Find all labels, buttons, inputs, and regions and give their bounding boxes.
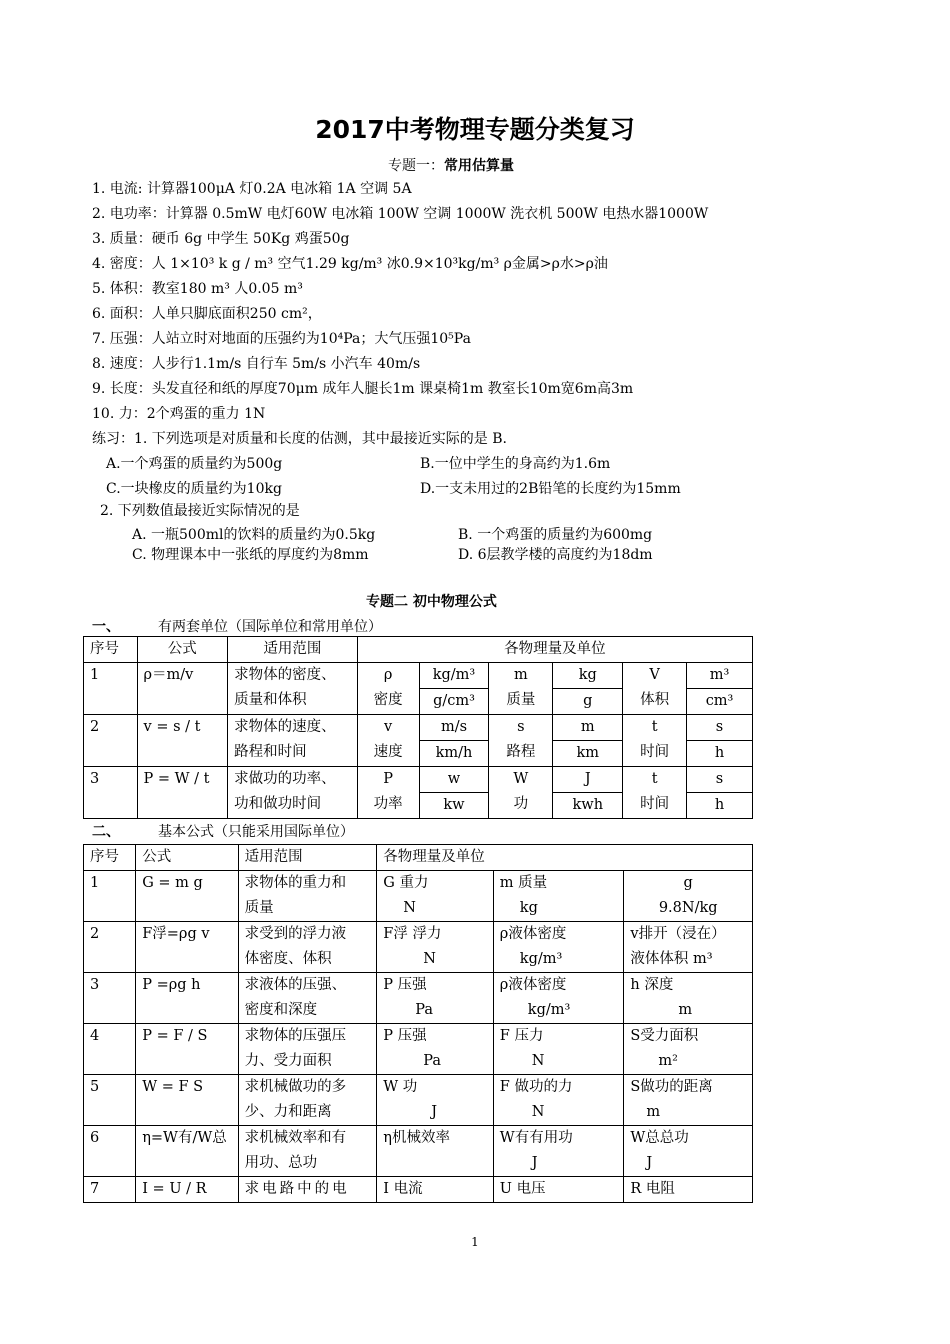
scope-line: 求电路中的电 xyxy=(244,1181,350,1197)
topic1-heading xyxy=(388,157,514,175)
header-formula: 公式 xyxy=(136,845,238,871)
quantity-name: I 电流 xyxy=(383,1181,423,1197)
quantity-name: 时间 xyxy=(640,744,670,760)
quantity-symbol: s xyxy=(517,719,525,735)
row-no: 6 xyxy=(84,1126,136,1177)
topic1-prefix: 专题一： xyxy=(388,158,444,174)
quantity-name: 时间 xyxy=(640,796,670,812)
exercise-intro: 练习：1. 下列选项是对质量和长度的估测，其中最接近实际的是 B. xyxy=(92,431,507,447)
quantity-cell xyxy=(623,715,687,767)
quantity-name: U 电压 xyxy=(499,1181,546,1197)
page-number: 1 xyxy=(471,1235,479,1249)
row-scope xyxy=(238,871,377,922)
quantity-unit: J xyxy=(431,1104,438,1120)
scope-line: 体密度、体积 xyxy=(244,951,332,967)
row-scope xyxy=(228,663,358,715)
quantity-cell xyxy=(377,1075,494,1126)
row-scope xyxy=(238,1126,377,1177)
scope-line: 求物体的重力和 xyxy=(244,875,347,891)
unit-cell: h xyxy=(687,741,753,767)
scope-line: 求做功的功率、 xyxy=(234,771,336,787)
unit-cell: s xyxy=(687,715,753,741)
quantity-unit: m xyxy=(646,1104,661,1120)
quantity-cell xyxy=(357,663,419,715)
table-row xyxy=(84,1126,753,1177)
row-scope xyxy=(228,767,358,819)
quantity-name: P 压强 xyxy=(383,977,427,993)
quantity-symbol: P xyxy=(383,771,393,787)
scope-line: 求机械效率和有 xyxy=(244,1130,347,1146)
row-no: 2 xyxy=(84,922,136,973)
estimate-item: 8. 速度：人步行1.1m/s 自行车 5m/s 小汽车 40m/s xyxy=(92,356,421,372)
quantity-cell xyxy=(493,1126,624,1177)
quantity-cell xyxy=(624,1024,753,1075)
quantity-cell xyxy=(377,871,494,922)
quantity-cell xyxy=(377,922,494,973)
topic2-heading: 专题二 初中物理公式 xyxy=(366,594,497,610)
quantity-unit: J xyxy=(531,1155,538,1171)
quantity-name: 速度 xyxy=(373,744,403,760)
quantity-cell xyxy=(623,767,687,819)
estimate-item: 10. 力：2个鸡蛋的重力 1N xyxy=(92,406,266,422)
quantity-cell xyxy=(493,1075,624,1126)
quantity-name: P 压强 xyxy=(383,1028,427,1044)
quantity-name: 体积 xyxy=(640,692,670,708)
table-row xyxy=(84,1024,753,1075)
estimate-item: 7. 压强：人站立时对地面的压强约为10⁴Pa；大气压强10⁵Pa xyxy=(92,331,471,347)
unit-cell: g xyxy=(553,689,623,715)
quantity-name: F 压力 xyxy=(499,1028,544,1044)
unit-cell: m/s xyxy=(419,715,489,741)
header-formula: 公式 xyxy=(137,637,228,663)
page-title: 2017中考物理专题分类复习 xyxy=(315,115,635,144)
unit-cell: m³ xyxy=(687,663,753,689)
quantity-name: W总总功 xyxy=(630,1130,689,1146)
row-scope xyxy=(238,1024,377,1075)
scope-line: 求物体的密度、 xyxy=(234,667,336,683)
exercise-question: 2. 下列数值最接近实际情况的是 xyxy=(100,503,300,519)
unit-cell: h xyxy=(687,793,753,819)
quantity-cell xyxy=(624,973,753,1024)
row-formula: P = F / S xyxy=(136,1024,238,1075)
quantity-name: ρ液体密度 xyxy=(499,977,567,993)
exercise-option: B.一位中学生的身高约为1.6m xyxy=(420,456,611,472)
quantity-cell xyxy=(493,1177,624,1203)
scope-line: 质量和体积 xyxy=(234,692,307,708)
quantity-cell xyxy=(624,1177,753,1203)
unit-cell: m xyxy=(553,715,623,741)
quantity-symbol: V xyxy=(649,667,660,683)
quantity-symbol: m xyxy=(514,667,528,683)
row-scope xyxy=(238,973,377,1024)
row-formula: η=W有/W总 xyxy=(136,1126,238,1177)
quantity-name: v排开（浸在） xyxy=(630,926,726,942)
quantity-cell xyxy=(624,1126,753,1177)
topic1-name: 常用估算量 xyxy=(444,158,514,174)
unit-cell: kg xyxy=(553,663,623,689)
exercise-option: B. 一个鸡蛋的质量约为600mg xyxy=(458,527,653,543)
quantity-unit: kg/m³ xyxy=(519,951,563,967)
quantity-cell xyxy=(493,1024,624,1075)
quantity-name: 功 xyxy=(513,796,529,812)
scope-line: 力、受力面积 xyxy=(244,1053,332,1069)
scope-line: 求液体的压强、 xyxy=(244,977,347,993)
basic-formula-table xyxy=(83,844,753,1203)
quantity-name: 功率 xyxy=(373,796,403,812)
quantity-name: m 质量 xyxy=(499,875,548,891)
quantity-cell xyxy=(357,715,419,767)
quantity-name: ρ液体密度 xyxy=(499,926,567,942)
quantity-name: G 重力 xyxy=(383,875,429,891)
header-no: 序号 xyxy=(84,637,138,663)
row-formula: F浮=ρg v xyxy=(136,922,238,973)
row-no: 2 xyxy=(84,715,138,767)
quantity-name: R 电阻 xyxy=(630,1181,675,1197)
quantity-cell xyxy=(623,663,687,715)
unit-cell: s xyxy=(687,767,753,793)
row-formula: W = F S xyxy=(136,1075,238,1126)
quantity-unit: N xyxy=(531,1104,545,1120)
quantity-cell xyxy=(357,767,419,819)
quantity-unit: kg/m³ xyxy=(527,1002,571,1018)
quantity-name: 质量 xyxy=(506,692,536,708)
unit-cell: g/cm³ xyxy=(419,689,489,715)
exercise-option: D. 6层教学楼的高度约为18dm xyxy=(458,547,653,563)
exercise-option: D.一支未用过的2B铅笔的长度约为15mm xyxy=(420,481,681,497)
exercise-option: A.一个鸡蛋的质量约为500g xyxy=(106,456,283,472)
quantity-symbol: t xyxy=(651,771,658,787)
header-scope: 适用范围 xyxy=(228,637,358,663)
quantity-symbol: ρ xyxy=(383,667,393,683)
quantity-unit: N xyxy=(531,1053,545,1069)
quantity-cell xyxy=(493,871,624,922)
quantity-name: h 深度 xyxy=(630,977,674,993)
quantity-name: F 做功的力 xyxy=(499,1079,573,1095)
quantity-cell xyxy=(624,871,753,922)
scope-line: 质量 xyxy=(244,900,274,916)
row-scope xyxy=(238,922,377,973)
table-row xyxy=(84,973,753,1024)
section2-num: 二、 xyxy=(92,824,120,840)
quantity-symbol: W xyxy=(513,771,529,787)
estimate-item: 3. 质量：硬币 6g 中学生 50Kg 鸡蛋50g xyxy=(92,231,350,247)
quantity-cell xyxy=(624,922,753,973)
row-scope xyxy=(238,1177,377,1203)
quantity-unit: J xyxy=(646,1155,653,1171)
quantity-name: 密度 xyxy=(373,692,403,708)
quantity-unit: 9.8N/kg xyxy=(658,900,718,916)
table-row xyxy=(84,871,753,922)
header-quantities: 各物理量及单位 xyxy=(357,637,752,663)
quantity-cell xyxy=(624,1075,753,1126)
estimate-item: 9. 长度：头发直径和纸的厚度70μm 成年人腿长1m 课桌椅1m 教室长10m宽6m高3m xyxy=(92,381,634,397)
table-row xyxy=(84,1177,753,1203)
unit-cell: kw xyxy=(419,793,489,819)
quantity-name: W 功 xyxy=(383,1079,418,1095)
estimate-item: 4. 密度：人 1×10³ k g / m³ 空气1.29 kg/m³ 冰0.9×10³kg/m³ ρ金属>ρ水>ρ油 xyxy=(92,256,608,272)
row-formula: P =ρg h xyxy=(136,973,238,1024)
row-formula: v = s / t xyxy=(137,715,228,767)
scope-line: 求机械做功的多 xyxy=(244,1079,347,1095)
unit-cell: km/h xyxy=(419,741,489,767)
quantity-name: η机械效率 xyxy=(383,1130,450,1146)
exercise-option: A. 一瓶500ml的饮料的质量约为0.5kg xyxy=(132,527,376,543)
scope-line: 路程和时间 xyxy=(234,744,307,760)
scope-line: 求物体的压强压 xyxy=(244,1028,347,1044)
quantity-unit: kg xyxy=(519,900,538,916)
scope-line: 密度和深度 xyxy=(244,1002,318,1018)
quantity-name: W有有用功 xyxy=(499,1130,573,1146)
row-scope xyxy=(228,715,358,767)
quantity-symbol: v xyxy=(384,719,393,735)
exercise-option: C. 物理课本中一张纸的厚度约为8mm xyxy=(132,547,369,563)
exercise-option: C.一块橡皮的质量约为10kg xyxy=(106,481,282,497)
row-no: 1 xyxy=(84,663,138,715)
table-row xyxy=(84,922,753,973)
quantity-name: g xyxy=(683,875,693,891)
unit-cell: w xyxy=(419,767,489,793)
quantity-unit: Pa xyxy=(415,1002,434,1018)
row-formula: I = U / R xyxy=(136,1177,238,1203)
quantity-unit: 液体体积 m³ xyxy=(630,951,713,967)
estimate-item: 6. 面积：人单只脚底面积250 cm²， xyxy=(92,306,322,322)
row-no: 4 xyxy=(84,1024,136,1075)
section1-title: 有两套单位（国际单位和常用单位） xyxy=(158,619,382,635)
row-no: 5 xyxy=(84,1075,136,1126)
scope-line: 功和做功时间 xyxy=(234,796,322,812)
row-no: 3 xyxy=(84,767,138,819)
row-formula: P = W / t xyxy=(137,767,228,819)
table-row xyxy=(84,1075,753,1126)
scope-line: 少、力和距离 xyxy=(244,1104,332,1120)
quantity-symbol: t xyxy=(651,719,658,735)
estimate-item: 2. 电功率：计算器 0.5mW 电灯60W 电冰箱 100W 空调 1000W 洗衣机 500W 电热水器1000W xyxy=(92,206,709,222)
quantity-unit: N xyxy=(423,951,436,967)
scope-line: 求受到的浮力液 xyxy=(244,926,347,942)
row-formula: G = m g xyxy=(136,871,238,922)
estimate-item: 5. 体积：教室180 m³ 人0.05 m³ xyxy=(92,281,303,297)
header-no: 序号 xyxy=(84,845,136,871)
row-formula: ρ＝m/v xyxy=(137,663,228,715)
header-quantities: 各物理量及单位 xyxy=(377,845,753,871)
quantity-unit: m xyxy=(678,1002,693,1018)
quantity-cell xyxy=(489,767,553,819)
row-no: 1 xyxy=(84,871,136,922)
section2-title: 基本公式（只能采用国际单位） xyxy=(158,824,354,840)
unit-cell: kwh xyxy=(553,793,623,819)
quantity-cell xyxy=(489,715,553,767)
scope-line: 用功、总功 xyxy=(244,1155,318,1171)
section1-num: 一、 xyxy=(92,619,120,635)
quantity-name: F浮 浮力 xyxy=(383,926,442,942)
quantity-cell xyxy=(493,922,624,973)
quantity-unit: Pa xyxy=(423,1053,442,1069)
scope-line: 求物体的速度、 xyxy=(234,719,336,735)
quantity-cell xyxy=(377,1177,494,1203)
quantity-name: S受力面积 xyxy=(630,1028,699,1044)
quantity-cell xyxy=(377,1024,494,1075)
two-unit-table xyxy=(83,636,753,819)
quantity-unit: m² xyxy=(658,1053,678,1069)
unit-cell: kg/m³ xyxy=(419,663,489,689)
unit-cell: km xyxy=(553,741,623,767)
quantity-cell xyxy=(377,1126,494,1177)
quantity-name: S做功的距离 xyxy=(630,1079,713,1095)
row-no: 7 xyxy=(84,1177,136,1203)
header-scope: 适用范围 xyxy=(238,845,377,871)
quantity-cell xyxy=(493,973,624,1024)
estimate-item: 1. 电流: 计算器100μA 灯0.2A 电冰箱 1A 空调 5A xyxy=(92,181,412,197)
quantity-unit: N xyxy=(403,900,416,916)
row-scope xyxy=(238,1075,377,1126)
unit-cell: J xyxy=(553,767,623,793)
quantity-name: 路程 xyxy=(506,744,536,760)
quantity-cell xyxy=(489,663,553,715)
row-no: 3 xyxy=(84,973,136,1024)
quantity-cell xyxy=(377,973,494,1024)
unit-cell: cm³ xyxy=(687,689,753,715)
